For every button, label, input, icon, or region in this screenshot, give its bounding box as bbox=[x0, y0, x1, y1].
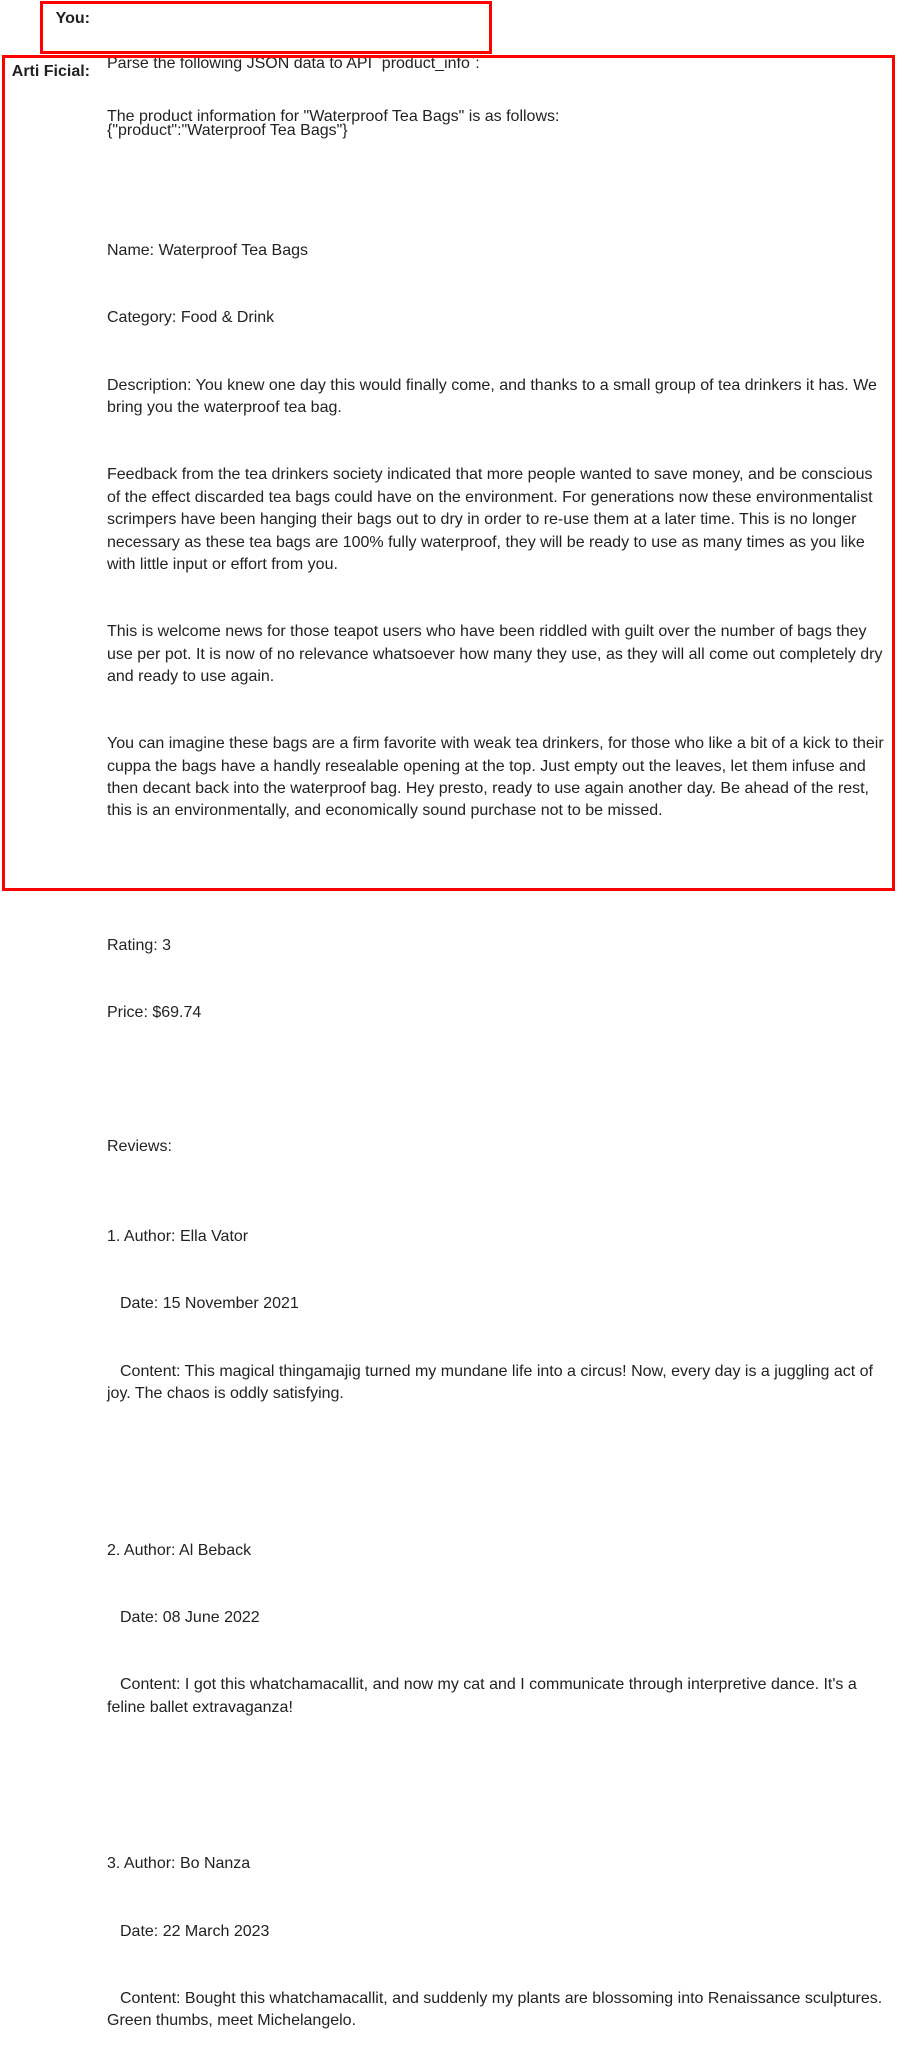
user-speaker-label: You: bbox=[55, 10, 90, 27]
product-description-p1: Description: You knew one day this would finally come, and thanks to a small group of tea drinkers it has. We bring you the waterproof tea bag. bbox=[107, 376, 882, 417]
review-author: 3. Author: Bo Nanza bbox=[107, 1855, 251, 1873]
review-content bbox=[107, 1361, 889, 1406]
product-rating: Rating: 3 bbox=[107, 936, 172, 954]
assistant-message bbox=[107, 61, 889, 2055]
product-description-p2: Feedback from the tea drinkers society indicated that more people wanted to save money, and be conscious of the effect discarded tea bags could have on the environment. For generations now these environmentalist scrimpers have been hanging their bags out to dry in order to re-use them at a later time. This is no longer necessary as these tea bags are 100% fully waterproof, they will be ready to use as many times as you like with little input or effort from you. bbox=[107, 466, 877, 573]
review-content-text: Content: I got this whatchamacallit, and now my cat and I communicate through interpretive dance. It's a feline ballet extravaganza! bbox=[107, 1676, 862, 1716]
assistant-speaker-label: Arti Ficial: bbox=[11, 63, 90, 80]
review-date: Date: 08 June 2022 bbox=[120, 1608, 260, 1626]
user-message-json: {"product":"Waterproof Tea Bags"} bbox=[107, 122, 348, 140]
user-message-line: Parse the following JSON data to API `product_info`: bbox=[107, 54, 480, 72]
reviews-heading: Reviews: bbox=[107, 1138, 172, 1156]
review-date: Date: 15 November 2021 bbox=[120, 1295, 299, 1313]
product-category: Category: Food & Drink bbox=[107, 309, 275, 327]
review-content bbox=[107, 1674, 889, 1719]
product-price: Price: $69.74 bbox=[107, 1004, 202, 1022]
review-content bbox=[107, 1988, 889, 2033]
review-author: 2. Author: Al Beback bbox=[107, 1541, 252, 1559]
review-content-text: Content: This magical thingamajig turned my mundane life into a circus! Now, every day is a juggling act of joy. The chaos is oddly satisfying. bbox=[107, 1362, 878, 1402]
review-date: Date: 22 March 2023 bbox=[120, 1922, 270, 1940]
product-name: Name: Waterproof Tea Bags bbox=[107, 242, 308, 260]
product-description-p4: You can imagine these bags are a firm favorite with weak tea drinkers, for those who like a bit of a kick to their cuppa the bags have a handly resealable opening at the top. Just empty out the leaves, let them infuse and then decant back into the waterproof bag. Hey presto, ready to use again another day. Be ahead of the rest, this is an environmentally, and economically sound purchase not to be missed. bbox=[107, 735, 889, 820]
product-description-p3: This is welcome news for those teapot users who have been riddled with guilt over the number of bags they use per pot. It is now of no relevance whatsoever how many they use, as they will all come out completely dry and ready to use again. bbox=[107, 623, 887, 685]
assistant-intro: The product information for "Waterproof Tea Bags" is as follows: bbox=[107, 107, 560, 125]
review-author: 1. Author: Ella Vator bbox=[107, 1228, 249, 1246]
review-content-text: Content: Bought this whatchamacallit, and suddenly my plants are blossoming into Renaissance sculptures. Green thumbs, meet Michelangelo. bbox=[107, 1989, 887, 2030]
